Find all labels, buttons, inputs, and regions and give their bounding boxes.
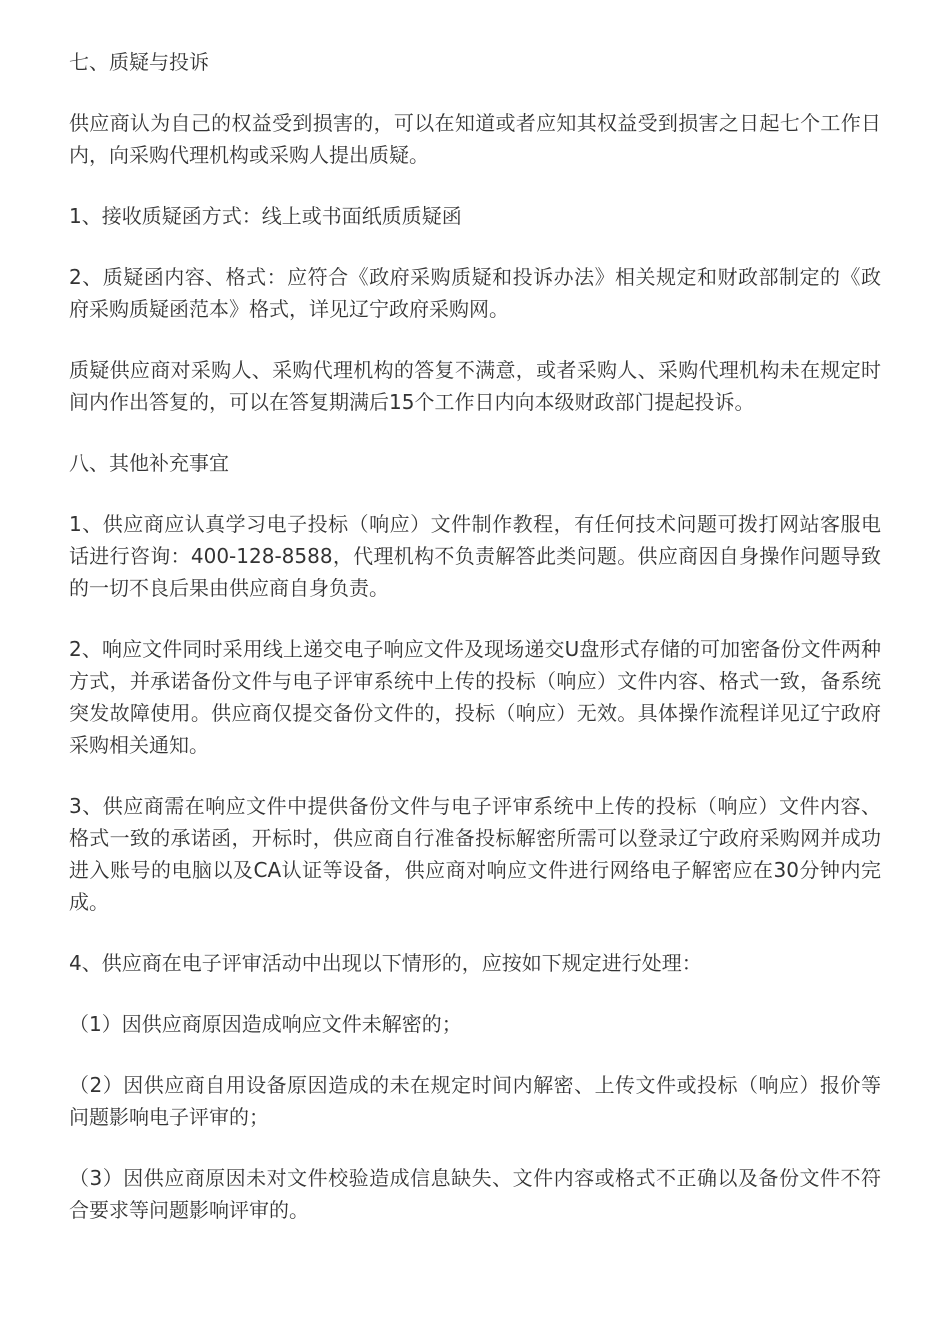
list-item-situation-2: （2）因供应商自用设备原因造成的未在规定时间内解密、上传文件或投标（响应）报价等问题影响电子评审的； bbox=[69, 1073, 881, 1129]
paragraph-supplementary-1: 1、供应商应认真学习电子投标（响应）文件制作教程，有任何技术问题可拨打网站客服电话进行咨询：400-128-8588，代理机构不负责解答此类问题。供应商因自身操作问题导致的一切不良后果由供应商自身负责。 bbox=[69, 512, 881, 600]
paragraph-inquiry-format: 2、质疑函内容、格式：应符合《政府采购质疑和投诉办法》相关规定和财政部制定的《政府采购质疑函范本》格式，详见辽宁政府采购网。 bbox=[69, 265, 881, 321]
paragraph-supplementary-2: 2、响应文件同时采用线上递交电子响应文件及现场递交U盘形式存储的可加密备份文件两种方式，并承诺备份文件与电子评审系统中上传的投标（响应）文件内容、格式一致，备系统突发故障使用。供应商仅提交备份文件的，投标（响应）无效。具体操作流程详见辽宁政府采购相关通知。 bbox=[69, 637, 881, 757]
list-item-situation-3: （3）因供应商原因未对文件校验造成信息缺失、文件内容或格式不正确以及备份文件不符合要求等问题影响评审的。 bbox=[69, 1166, 881, 1222]
section-heading-complaints: 七、质疑与投诉 bbox=[69, 50, 209, 74]
list-item-situation-1: （1）因供应商原因造成响应文件未解密的； bbox=[69, 1012, 462, 1036]
paragraph-supplementary-4: 4、供应商在电子评审活动中出现以下情形的，应按如下规定进行处理： bbox=[69, 951, 702, 975]
section-heading-supplementary: 八、其他补充事宜 bbox=[69, 451, 229, 475]
paragraph-complaint: 质疑供应商对采购人、采购代理机构的答复不满意，或者采购人、采购代理机构未在规定时间内作出答复的，可以在答复期满后15个工作日内向本级财政部门提起投诉。 bbox=[69, 358, 881, 414]
paragraph-supplementary-3: 3、供应商需在响应文件中提供备份文件与电子评审系统中上传的投标（响应）文件内容、格式一致的承诺函，开标时，供应商自行准备投标解密所需可以登录辽宁政府采购网并成功进入账号的电脑以及CA认证等设备，供应商对响应文件进行网络电子解密应在30分钟内完成。 bbox=[69, 794, 881, 914]
paragraph-inquiry-right: 供应商认为自己的权益受到损害的，可以在知道或者应知其权益受到损害之日起七个工作日内，向采购代理机构或采购人提出质疑。 bbox=[69, 111, 881, 167]
document-body bbox=[69, 46, 881, 1255]
paragraph-inquiry-method: 1、接收质疑函方式：线上或书面纸质质疑函 bbox=[69, 204, 462, 228]
